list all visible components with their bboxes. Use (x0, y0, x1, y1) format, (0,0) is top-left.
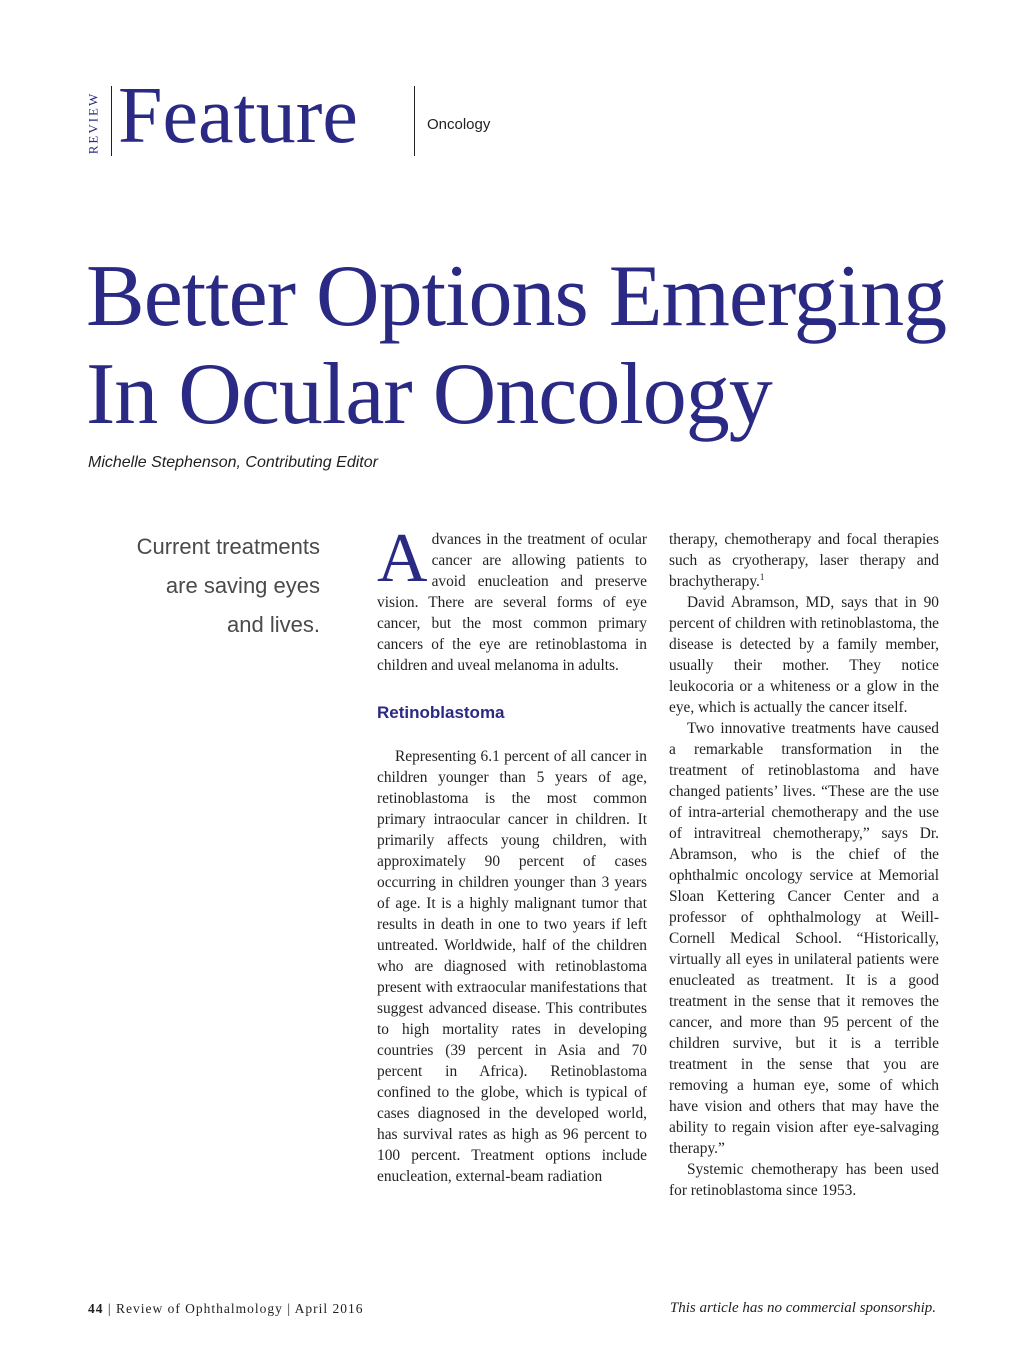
magazine-vertical-label: REVIEW (85, 91, 101, 155)
byline: Michelle Stephenson, Contributing Editor (88, 454, 378, 471)
folio-separator: | (287, 1301, 295, 1316)
pull-quote-line: are saving eyes (165, 573, 320, 598)
body-column-1 (377, 520, 647, 1187)
body-paragraph: therapy, chemotherapy and focal therapies such as cryotherapy, laser therapy and brachytherapy.$^1$ (669, 531, 939, 590)
intro-text: dvances in the treatment of ocular cancer are allowing patients to avoid enucleation and preserve vision. There are several forms of eye cancer, but the most common primary cancers of the eye are retinoblastoma in children and uveal melanoma in adults. (377, 531, 647, 674)
body-paragraph: Systemic chemotherapy has been used for retinoblastoma since 1953. (669, 1161, 939, 1199)
reference-superscript: 1 (759, 571, 765, 582)
section-label: Oncology (427, 116, 491, 133)
body-column-2 (669, 529, 939, 1201)
sponsorship-note: This article has no commercial sponsorship. (669, 1300, 936, 1316)
body-paragraph: Representing 6.1 percent of all cancer in children younger than 5 years of age, retinoblastoma is the most common primary intraocular cancer in children. It primarily affects young children, with approximately 90 percent of cases occurring in children younger than 3 years of age. It is a highly malignant tumor that results in death in one to two years if left untreated. Worldwide, half of the children who are diagnosed with retinoblastoma present with extraocular manifestations that suggest advanced disease. This contributes to high mortality rates in developing countries (39 percent in Asia and 70 percent in Africa). Retinoblastoma confined to the globe, which is typical of cases diagnosed in the developed world, has survival rates as high as 96 percent to 100 percent. Treatment options include enucleation, external-beam radiation (377, 748, 647, 1185)
body-paragraph (377, 520, 647, 676)
title-line-2: In Ocular Oncology (86, 346, 772, 443)
article-title (86, 248, 1006, 444)
drop-cap: A (377, 520, 428, 597)
page-number: 44 (88, 1301, 104, 1316)
header-divider-left (111, 86, 112, 156)
title-line-1: Better Options Emerging (86, 248, 947, 345)
pull-quote (100, 527, 320, 644)
folio-separator: | (107, 1301, 116, 1316)
header-divider-right (414, 86, 415, 156)
folio (88, 1301, 364, 1317)
pull-quote-line: and lives. (227, 612, 320, 637)
feature-heading: Feature (118, 72, 358, 160)
body-paragraph: David Abramson, MD, says that in 90 percent of children with retinoblastoma, the disease is detected by a family member, usually their mother. They notice leukocoria or a whiteness or a glow in the eye, which is actually the cancer itself. (669, 594, 939, 716)
pull-quote-line: Current treatments (136, 534, 320, 559)
issue-date: April 2016 (294, 1301, 364, 1316)
body-paragraph: Two innovative treatments have caused a remarkable transformation in the treatment of retinoblastoma and have changed patients’ lives. “These are the use of intra-arterial chemotherapy and the use of intravitreal chemotherapy,” says Dr. Abramson, who is the chief of the ophthalmic oncology service at Memorial Sloan Kettering Cancer Center and a professor of ophthalmology at Weill-Cornell Medical School. “Historically, virtually all eyes in unilateral patients were enucleated as treatment. It is a good treatment in the sense that it removes the cancer, and more than 95 percent of the children survive, but it is a terrible treatment in the sense that you are removing a human eye, some of which have vision and others that may have the ability to regain vision after eye-salvaging therapy.” (669, 720, 939, 1157)
subhead-retinoblastoma: Retinoblastoma (377, 703, 505, 722)
publication-name: Review of Ophthalmology (115, 1301, 283, 1316)
